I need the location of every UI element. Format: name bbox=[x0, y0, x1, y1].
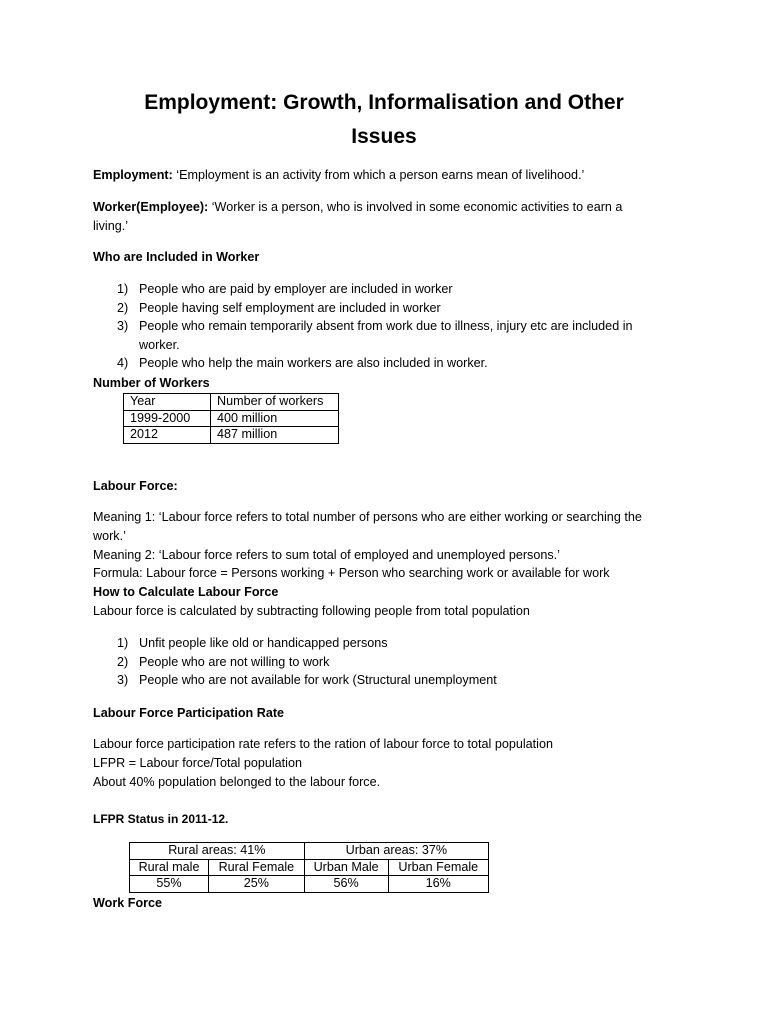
table-cell: Urban Female bbox=[388, 859, 488, 876]
formula: Formula: Labour force = Persons working + Person who searching work or available for work bbox=[93, 566, 610, 581]
list-item bbox=[93, 299, 693, 318]
lfpr-table bbox=[129, 842, 489, 893]
list-item bbox=[93, 354, 693, 373]
list-item-text: People who help the main workers are also included in worker. bbox=[139, 356, 488, 371]
table-cell: Rural male bbox=[130, 859, 209, 876]
list-item bbox=[93, 653, 693, 672]
worker-text-line-2: living.’ bbox=[93, 218, 128, 233]
employment-label: Employment: bbox=[93, 168, 173, 182]
table-row bbox=[124, 410, 339, 427]
table-cell: 2012 bbox=[124, 427, 211, 444]
list-item-text-cont: worker. bbox=[139, 337, 180, 352]
table-row bbox=[130, 876, 489, 893]
calc-heading: How to Calculate Labour Force bbox=[93, 585, 279, 600]
list-number: 1) bbox=[117, 282, 129, 296]
list-item bbox=[93, 671, 693, 690]
calc-intro: Labour force is calculated by subtracting following people from total population bbox=[93, 603, 530, 618]
table-cell: 25% bbox=[209, 876, 305, 893]
table-cell: Urban areas: 37% bbox=[304, 843, 488, 860]
list-number: 3) bbox=[117, 319, 129, 334]
title-line-1: Employment: Growth, Informalisation and Other bbox=[144, 91, 624, 114]
meaning-1-line-2: work.’ bbox=[93, 528, 126, 543]
worker-label: Worker(Employee): bbox=[93, 200, 209, 214]
table-cell: Rural Female bbox=[209, 859, 305, 876]
list-item-text: People who remain temporarily absent from work due to illness, injury etc are included in bbox=[139, 319, 633, 334]
lfpr-status-heading: LFPR Status in 2011-12. bbox=[93, 812, 229, 826]
list-number: 3) bbox=[117, 673, 129, 688]
meaning-1-line-1: Meaning 1: ‘Labour force refers to total number of persons who are either working or searching the bbox=[93, 510, 642, 524]
list-number: 2) bbox=[117, 654, 129, 669]
table-cell: Year bbox=[124, 394, 211, 411]
table-cell: 400 million bbox=[211, 410, 339, 427]
page-title bbox=[0, 86, 768, 154]
lfpr-line-2: LFPR = Labour force/Total population bbox=[93, 755, 302, 770]
employment-definition bbox=[93, 166, 584, 185]
table-cell: 487 million bbox=[211, 427, 339, 444]
table-header-row bbox=[130, 843, 489, 860]
list-item-text: People having self employment are included in worker bbox=[139, 300, 441, 315]
list-item bbox=[93, 634, 693, 653]
worker-definition bbox=[93, 198, 622, 236]
table-header-row bbox=[124, 394, 339, 411]
list-item-text: People who are not available for work (Structural unemployment bbox=[139, 673, 497, 688]
table-cell: 55% bbox=[130, 876, 209, 893]
calc-list bbox=[93, 634, 693, 690]
list-item-text: People who are not willing to work bbox=[139, 654, 330, 669]
labour-force-heading: Labour Force: bbox=[93, 479, 178, 493]
list-item-text: People who are paid by employer are included in worker bbox=[139, 282, 453, 296]
work-force-heading: Work Force bbox=[93, 896, 163, 910]
list-number: 4) bbox=[117, 356, 129, 371]
labour-force-meanings bbox=[93, 508, 642, 621]
table-row bbox=[124, 427, 339, 444]
list-number: 1) bbox=[117, 636, 129, 650]
table-cell: 16% bbox=[388, 876, 488, 893]
table-header-row bbox=[130, 859, 489, 876]
lfpr-line-1: Labour force participation rate refers to the ration of labour force to total population bbox=[93, 737, 553, 751]
table-cell: Number of workers bbox=[211, 394, 339, 411]
table-cell: Urban Male bbox=[304, 859, 388, 876]
num-workers-heading: Number of Workers bbox=[93, 376, 210, 390]
table-cell: 1999-2000 bbox=[124, 410, 211, 427]
lfpr-text bbox=[93, 735, 553, 791]
list-item-text: Unfit people like old or handicapped persons bbox=[139, 636, 388, 650]
list-number: 2) bbox=[117, 300, 129, 315]
included-heading: Who are Included in Worker bbox=[93, 250, 260, 264]
included-list bbox=[93, 280, 693, 373]
worker-text-line-1: ‘Worker is a person, who is involved in some economic activities to earn a bbox=[208, 200, 623, 214]
workers-table bbox=[123, 393, 339, 444]
lfpr-line-3: About 40% population belonged to the labour force. bbox=[93, 774, 381, 789]
list-item bbox=[93, 280, 693, 299]
table-cell: Rural areas: 41% bbox=[130, 843, 305, 860]
title-line-2: Issues bbox=[351, 125, 417, 148]
list-item bbox=[93, 317, 693, 354]
meaning-2: Meaning 2: ‘Labour force refers to sum total of employed and unemployed persons.’ bbox=[93, 547, 560, 562]
lfpr-heading: Labour Force Participation Rate bbox=[93, 706, 285, 720]
table-cell: 56% bbox=[304, 876, 388, 893]
employment-text: ‘Employment is an activity from which a person earns mean of livelihood.’ bbox=[172, 168, 585, 182]
